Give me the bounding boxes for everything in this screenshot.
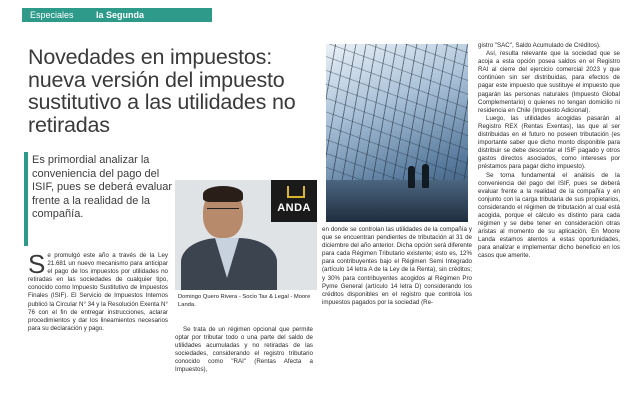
body-column-4-p3: Luego, las utilidades acogidas pasarán al Registro REX (Rentas Exentas), las que al ser distribuidas en el futuro no poseen tributación (es importante saber que dicho monto disponible para distribuir se debe descontar el ISIF pagado y otros gastos directos asociados, como intereses por préstamos para pagar dicho impuesto). xyxy=(478,114,620,171)
body-column-2 xyxy=(175,326,313,375)
supplement-label: la Segunda xyxy=(96,10,145,20)
building-photo xyxy=(326,44,468,222)
body-column-3-text: en donde se controlan las utilidades de la compañía y que se encuentran pendientes de tributación al 31 de diciembre del año anterior. Dicha opción será diferente para cada Régimen Tributario existente; esto es, 12% para contribuyentes bajo el Régimen Semi Integrado (artículo 14 letra A de la Ley de la Renta), sin créditos; y 30% para contribuyentes acogidos al Régimen Pro Pyme General (artículo 14 letra D) considerando los créditos disponibles en el registro que controla los impuestos pagados por la sociedad (Re- xyxy=(322,226,472,306)
body-column-4-p2: Así, resulta relevante que la sociedad que se acoja a esta opción posea saldos en el Registro RAI al cierre del ejercicio comercial 2023 y que continúen sin ser distribuidas, para efectos de pagar este impuesto que sustituye el impuesto que pagarán las personas naturales (Impuesto Global Complementario) o quienes no tengan domicilio ni residencia en Chile (Impuesto Adicional). xyxy=(478,50,620,114)
section-label: Especiales xyxy=(30,10,74,20)
portrait-glasses xyxy=(207,208,239,216)
body-column-2-text: Se trata de un régimen opcional que permite optar por tributar todo o una parte del saldo de utilidades acumuladas y no retiradas de las sociedades, considerando el registro tributario conocido como "RAI" (Rentas Afecta a Impuestos), xyxy=(175,326,313,374)
logo-mark-icon xyxy=(287,186,305,198)
portrait-hair xyxy=(203,186,243,202)
body-column-3 xyxy=(322,226,472,307)
body-column-4-p1: gistro "SAC", Saldo Acumulado de Créditos). xyxy=(478,42,601,49)
subhead-accent-bar xyxy=(24,152,28,246)
photo-caption: Domingo Quero Rivera - Socio Tax & Legal - Moore Landa. xyxy=(178,294,311,308)
section-header-bar xyxy=(22,8,212,22)
body-column-1 xyxy=(28,249,168,333)
logo-text: ANDA xyxy=(277,202,311,214)
article-headline: Novedades en impuestos: nueva versión del impuesto sustitutivo a las utilidades no retiradas xyxy=(28,45,296,137)
article-subhead: Es primordial analizar la conveniencia del pago del ISIF, pues se deberá evaluar frente a la realidad de la compañía. xyxy=(32,154,173,221)
body-column-4 xyxy=(478,42,620,261)
drop-cap: S xyxy=(28,249,46,279)
person-silhouette xyxy=(408,166,415,188)
portrait-photo xyxy=(175,180,317,290)
person-silhouette xyxy=(422,164,429,188)
body-column-4-p4: Se torna fundamental el análisis de la conveniencia del pago del ISIF, pues se deberá evaluar frente a la realidad de la compañía y en conjunto con la carga tributaria de sus propietarios, considerando el régimen de tributación al cual está acogida, porque el cálculo es distinto para cada régimen y se debe tener en consideración otras aristas al momento de su aplicación. En Moore Landa estamos atentos a estas oportunidades, para analizar e implementar dicho beneficio en los casos que amerite. xyxy=(478,171,620,260)
building-floor xyxy=(326,180,468,222)
body-column-1-text: e promulgó este año a través de la Ley 21.681 un nuevo mecanismo para anticipar el pago de los impuestos por utilidades no retiradas en las sociedades de cualquier tipo, conocido como Impuesto Sustitutivo de Impuestos Finales (ISIF). El Servicio de Impuestos Internos publicó la Circular N° 34 y la Resolución Exenta N° 76 con el fin de entregar instrucciones, aclarar procedimientos y dar los lineamientos necesarios para su declaración y pago. xyxy=(28,252,168,332)
